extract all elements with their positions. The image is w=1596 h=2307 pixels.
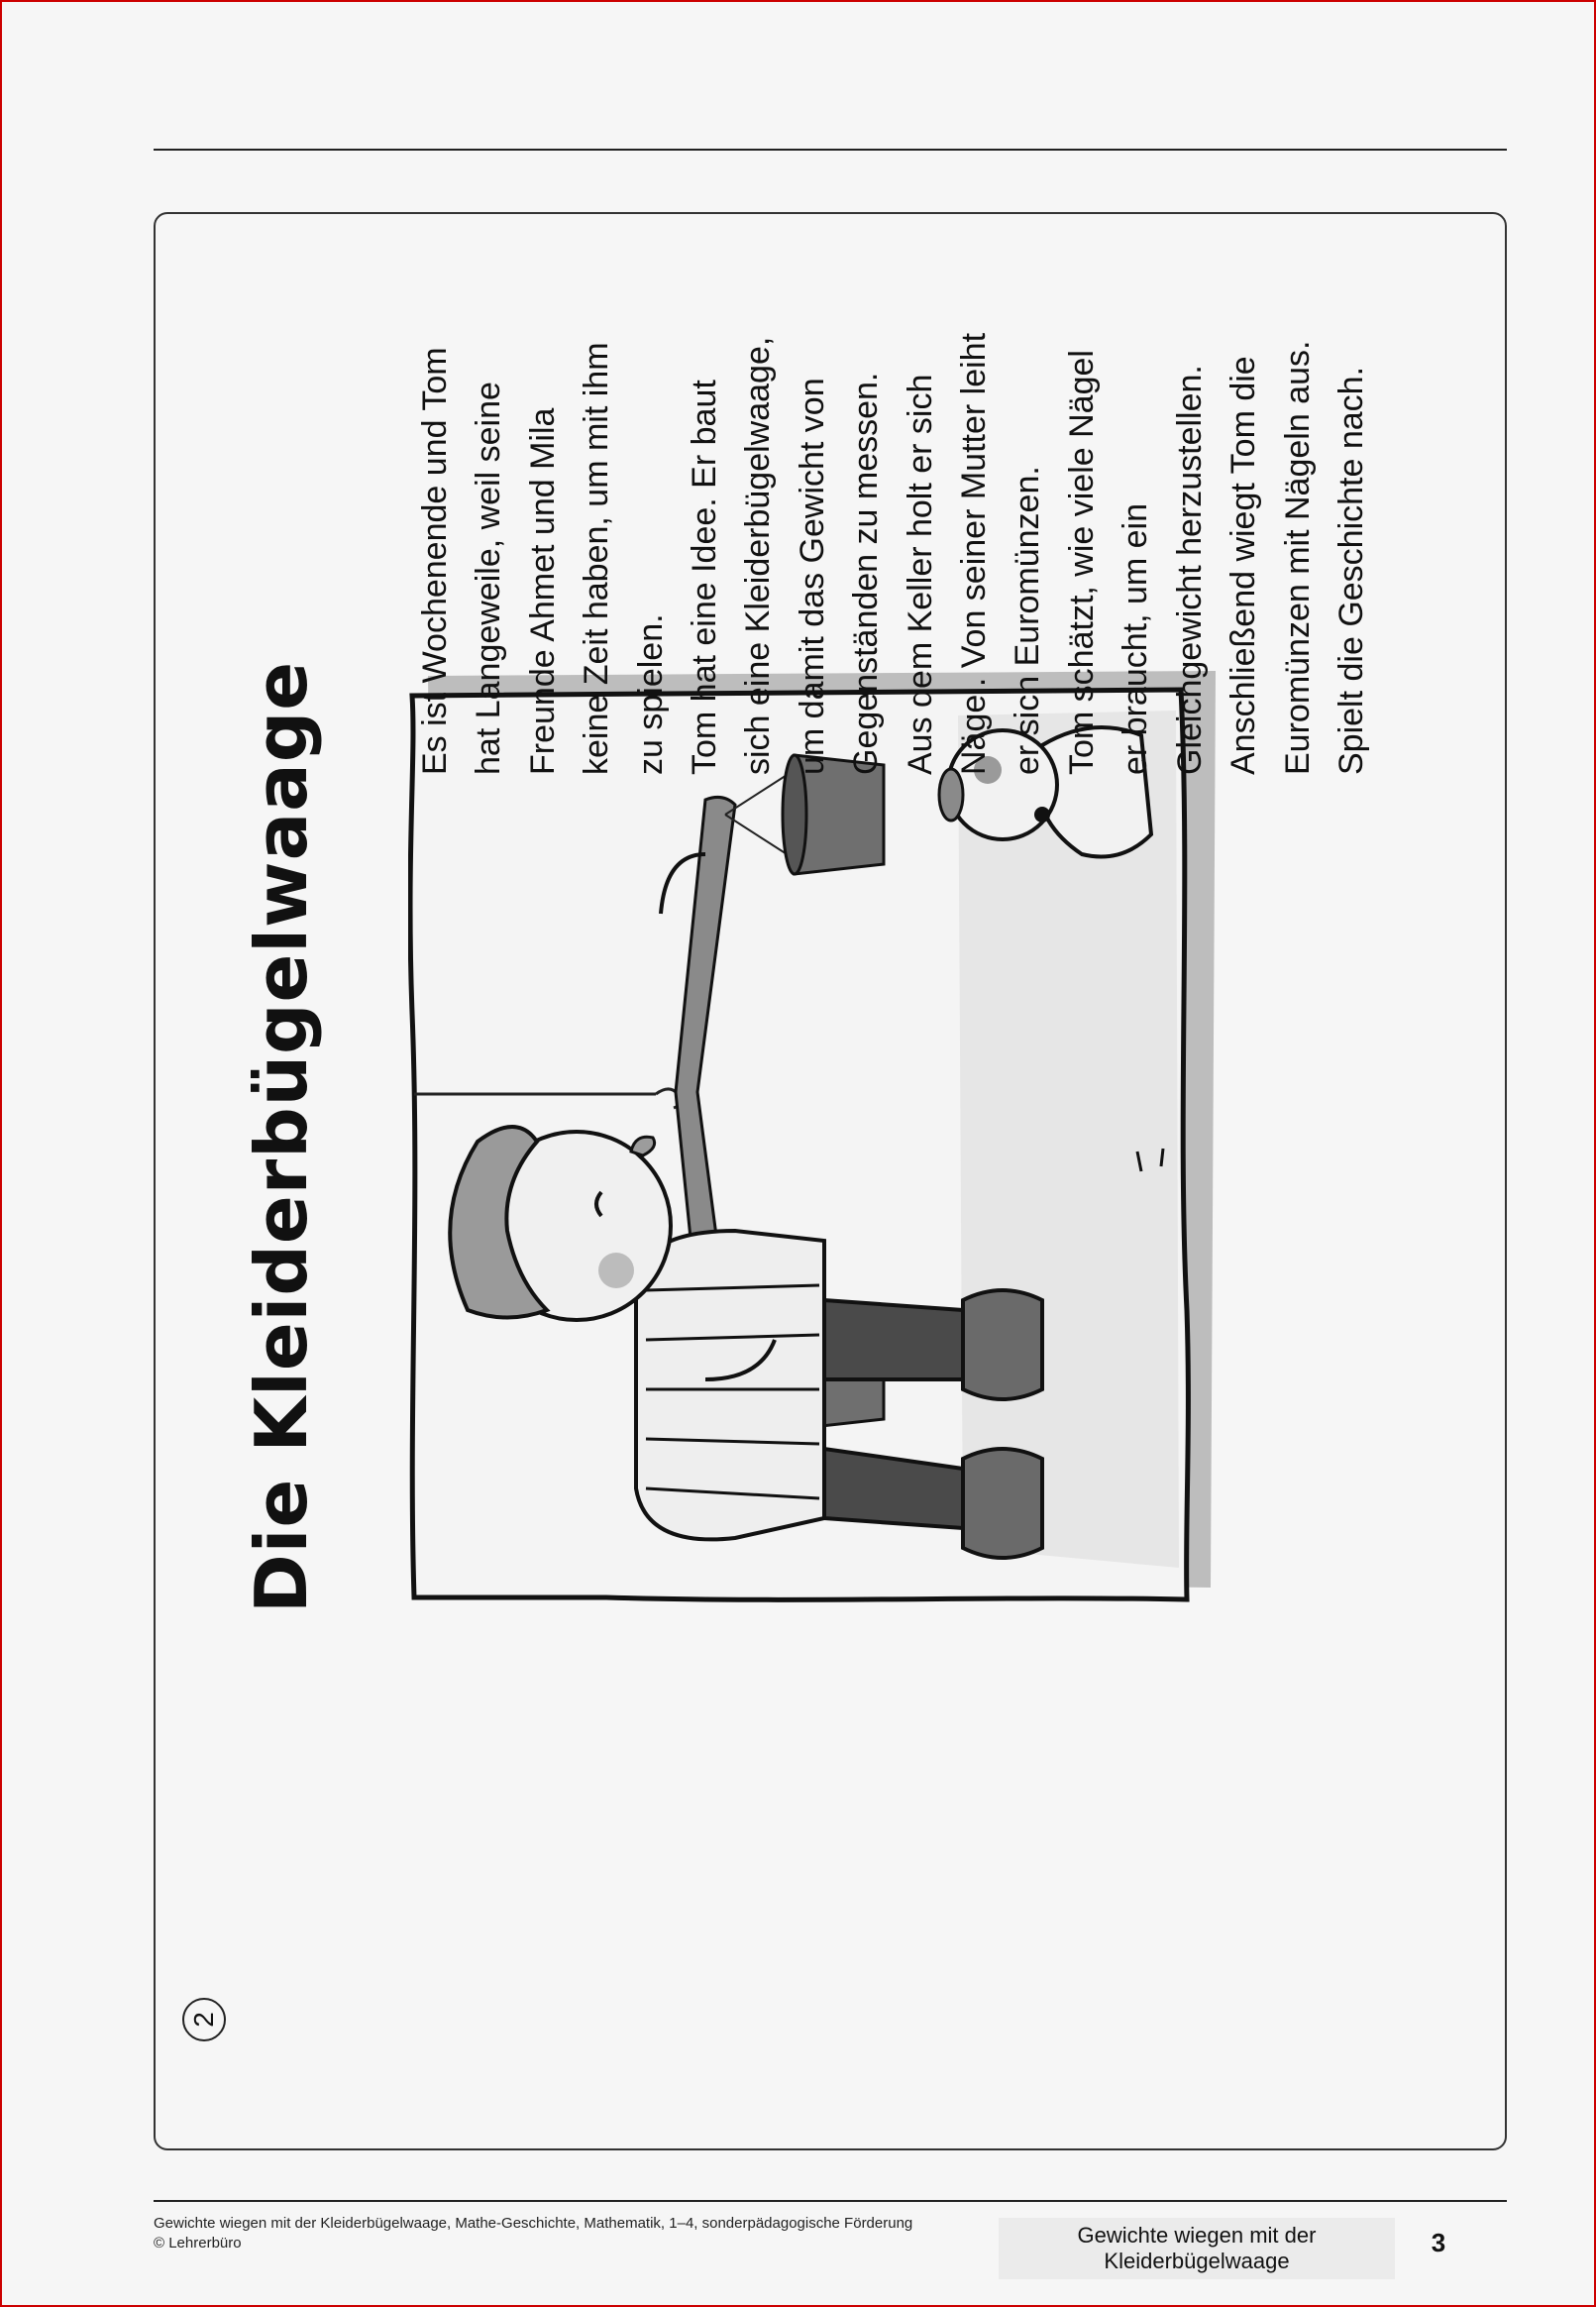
footer-title-box [999,2218,1395,2279]
story-line: Anschließend wiegt Tom die [1224,356,1263,775]
story-line: Tom schätzt, wie viele Nägel [1062,350,1101,775]
top-divider [154,149,1507,151]
footer-title-line-2: Kleiderbügelwaage [1104,2249,1290,2273]
footer-page-number: 3 [1431,2228,1446,2257]
story-line: zu spielen. [631,613,670,775]
story-line: Tom hat eine Idee. Er baut [686,380,724,775]
story-line: Gegenständen zu messen. [847,372,886,775]
footer-copyright: © Lehrerbüro [154,2235,242,2252]
footer-credit-line: Gewichte wiegen mit der Kleiderbügelwaage, Mathe-Geschichte, Mathematik, 1–4, sonderpädagogische Förderung [154,2215,913,2232]
footer-credit [154,2214,996,2253]
story-line: Freunde Ahmet und Mila [523,407,562,775]
worksheet-title: Die Kleiderbügelwaage [240,660,323,1613]
story-line: Spielt die Geschichte nach. [1331,366,1370,775]
story-line: er braucht, um ein [1117,502,1155,775]
rotated-story-content [180,240,1468,2073]
tom-hanger-scale-illustration [408,666,1230,1607]
story-line: um damit das Gewicht von [793,378,831,775]
story-line: Euromünzen mit Nägeln aus. [1278,340,1317,775]
footer-title-line-1: Gewichte wiegen mit der [1077,2223,1317,2248]
story-text [408,220,1378,775]
page-marker-circle: 2 [182,1998,226,2041]
story-line: hat Langeweile, weil seine [470,382,508,775]
story-line: er sich Euromünzen. [1009,466,1047,775]
story-line: sich eine Kleiderbügelwaage, [739,336,778,775]
bottom-divider [154,2200,1507,2202]
story-line: Aus dem Keller holt er sich [901,374,939,775]
story-line: Es ist Wochenende und Tom [416,347,454,775]
story-line: Nägel. Von seiner Mutter leiht [955,332,994,775]
story-line: Gleichgewicht herzustellen. [1170,365,1209,775]
story-line: keine Zeit haben, um mit ihm [578,342,616,775]
